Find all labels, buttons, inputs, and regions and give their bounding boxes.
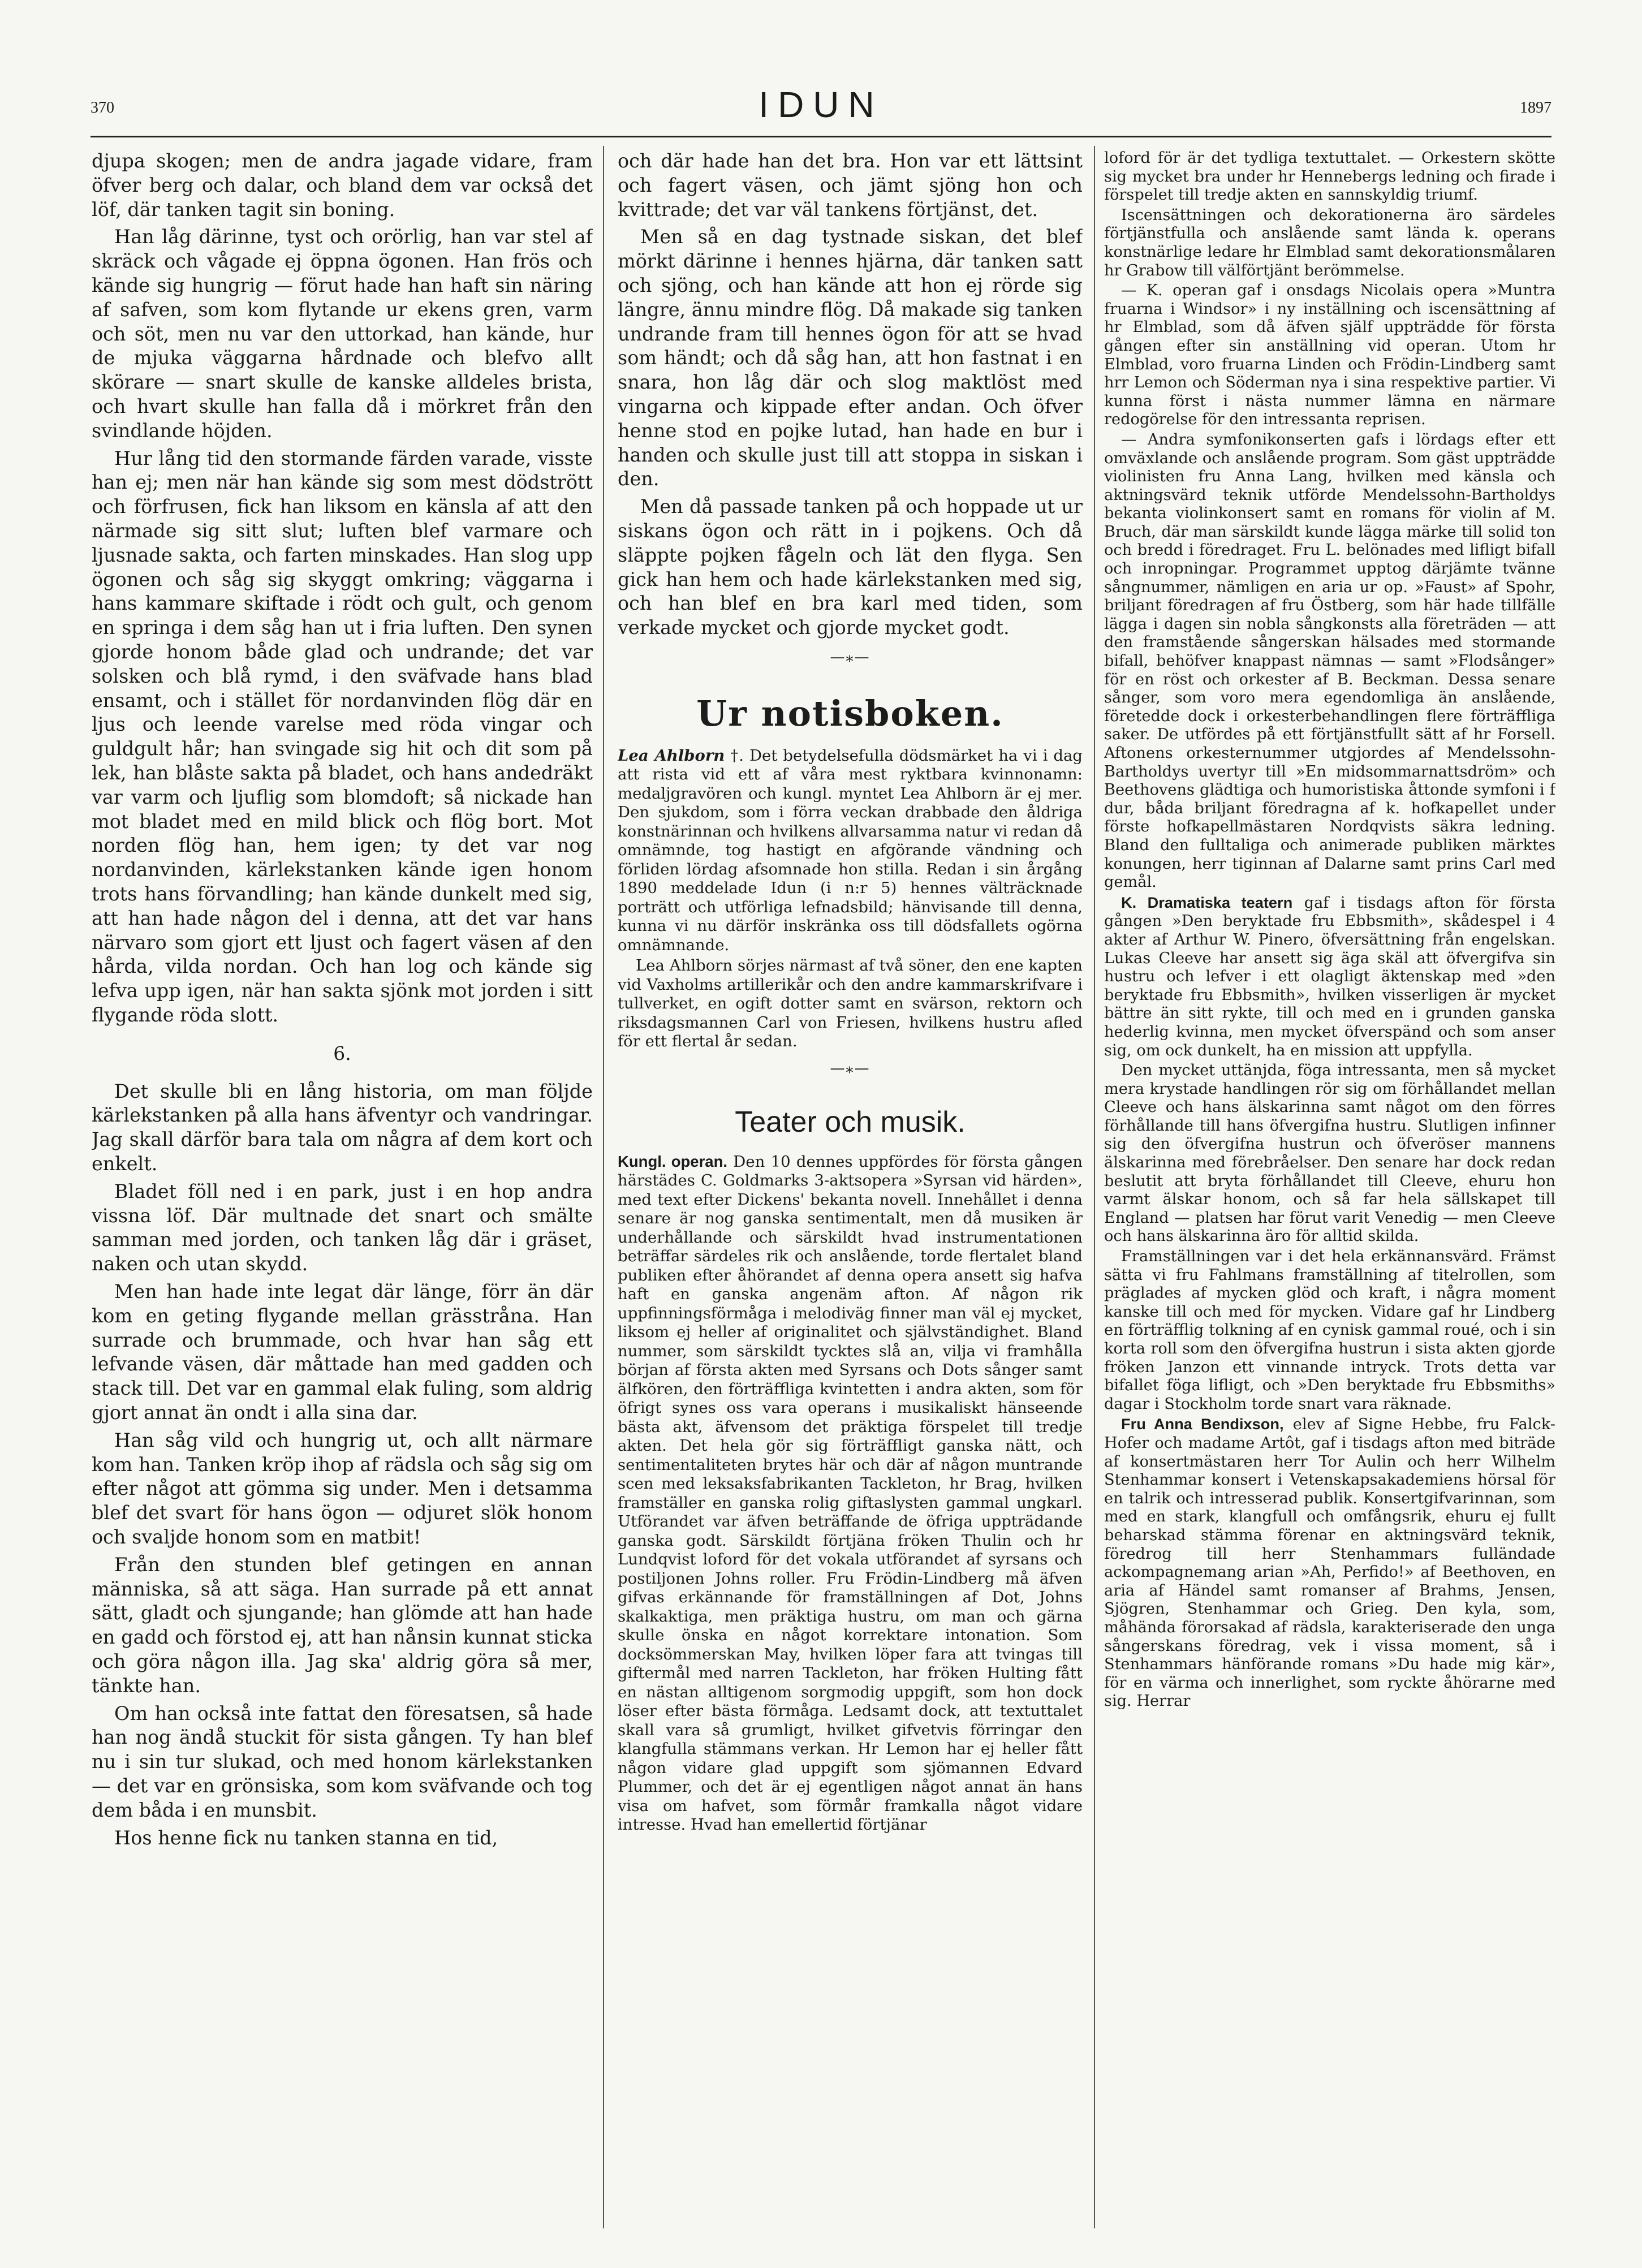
notis-title: Ur notisboken.: [696, 692, 1004, 734]
story-paragraph: Han såg vild och hungrig ut, och allt närmare kom han. Tanken kröp ihop af rädsla och såg sig om efter något att gömma sig under. Men i detsamma blef det svart för hans ögon — odjuret slök honom och svaljde honom som en matbit!: [92, 1429, 593, 1549]
story-paragraph: Han låg därinne, tyst och orörlig, han var stel af skräck och vågade ej öppna ögonen. Han frös och kände sig hungrig — förut hade han haft sin näring af safven, som kom flytande ur ekens gren, varm och söt, men nu var den uttorkad, han kände, hur de mjuka väggarna hårdnade och blefvo allt skörare — snart skulle de kanske alldeles brista, och hvart skulle han falla då i mörkret från den svindlande höjden.: [92, 226, 593, 442]
review-paragraph: Den mycket uttänjda, föga intressanta, men så mycket mera krystade handlingen rör sig om förhållandet mellan Cleeve och hans älskarinna samt något om den förres förhållande till hans öfvergifna hustru. Slutligen infinner sig den öfvergifna hustrun och öfveröser mannens älskarinna med förebråelser. Den senare har dock redan beslutit att bryta förhållandet till Cleeve, ehuru hon varmt älskar honom, och så far hela sällskapet till England — platsen har förut varit Venedig — men Cleeve och hans älskarinna äro för alltid skilda.: [1104, 1062, 1555, 1245]
story-paragraph: Det skulle bli en lång historia, om man följde kärlekstanken på alla hans äfventyr och vandringar. Jag skall därför bara tala om några af dem kort och enkelt.: [92, 1080, 593, 1175]
review-paragraph: Iscensättningen och dekorationerna äro särdeles förtjänstfulla och anslående samt lända k. operans konstnärlige ledare hr Elmblad samt dekorationsmålaren hr Grabow till välförtjänt berömmelse.: [1104, 206, 1555, 279]
review-paragraph: — K. operan gaf i onsdags Nicolais opera »Muntra fruarna i Windsor» i ny inställning och iscensättning af hr Elmblad, som då äfven själf uppträdde för första gången efter sin anställning vid operan. Utom hr Elmblad, voro fruarna Linden och Frödin-Lindberg samt hrr Lemon och Söderman nya i sina respektive partier. Vi kunna först i nästa nummer lämna en närmare redogörelse för den intressanta reprisen.: [1104, 282, 1555, 429]
issue-year: 1897: [1520, 99, 1552, 117]
story-paragraph: och där hade han det bra. Hon var ett lättsint och fagert väsen, och jämt sjöng hon och kvittrade; det var väl tankens förtjänst, det.: [618, 150, 1083, 221]
teater-lead: Kungl. operan.: [618, 1152, 728, 1170]
notis-paragraph: Lea Ahlborn sörjes närmast af två söner, den ene kapten vid Vaxholms artillerikår och den andre kammarskrifvare i tullverket, en ogift dotter samt en svärson, rektorn och riksdagsmannen Carl von Friesen, hvilkens hustru afled för ett flertal år sedan.: [618, 956, 1083, 1051]
section-ornament: —⁎—: [830, 1059, 870, 1077]
story-paragraph: Bladet föll ned i en park, just i en hop andra vissna löf. Där multnade det snart och smälte samman med jorden, och tanken låg där i gräset, naken och utan skydd.: [92, 1180, 593, 1275]
review-body: gaf i tisdags afton för första gången »Den beryktade fru Ebbsmith», skådespel i 4 akter af Arthur W. Pinero, öfversättning från engelskan. Lukas Cleeve har ansett sig äga skäl att öfvergifva sin hustru och lefver i ett olagligt äktenskap med »den beryktade fru Ebbsmith», hvilken visserligen är mycket bättre än sitt rykte, till och med en i grunden ganska hederlig kvinna, men mycket öfverspänd och som anser sig, om ock dunkelt, ha en mission att uppfylla.: [1104, 894, 1555, 1059]
review-body: elev af Signe Hebbe, fru Falck-Hofer och madame Artôt, gaf i tisdags afton med biträde af konsertmästaren herr Tor Aulin och herr Wilhelm Stenhammar konsert i Vetenskapsakademiens hörsal för en talrik och intresserad publik. Konsertgifvarinnan, som med en stark, klangfull och omfångsrik, ehuru ej fullt beharskad stämma förenar en aktningsvärd teknik, föredrog till herr Stenhammars fulländade ackompagnemang arian »Ah, Perfido!» af Beethoven, en aria af Händel samt romanser af Brahms, Jensen, Sjögren, Stenhammar och Grieg. Den kyla, som, måhända förorsakad af rädsla, karakteriserade den unga sångerskans föredrag, vek i vissa moment, så i Stenhammars hänförande romans »Du hade mig kär», för en värma och innerlighet, som ryckte åhörarne med sig. Herrar: [1104, 1416, 1555, 1710]
header-rule: [90, 136, 1552, 137]
notis-heading: [618, 691, 1083, 736]
review-paragraph: [1104, 1415, 1555, 1711]
review-paragraph: loford för är det tydliga textuttalet. — Orkestern skötte sig mycket bra under hr Hennebergs ledning och firade i förspelet till tredje akten en sannskyldig triumf.: [1104, 149, 1555, 204]
teater-title: Teater och musik.: [735, 1105, 966, 1139]
page-header: [90, 85, 1552, 124]
review-lead: K. Dramatiska teatern: [1121, 893, 1293, 911]
story-paragraph: Men då passade tanken på och hoppade ut ur siskans ögon och rätt in i pojkens. Och då släppte pojken fågeln och lät den flyga. Sen gick han hem och hade kärlekstanken med sig, och han blef en bra karl med tiden, som verkade mycket och gjorde mycket godt.: [618, 495, 1083, 639]
notis-lead-name: Lea Ahlborn: [618, 746, 725, 765]
notis-paragraph: [618, 747, 1083, 955]
teater-body: Den 10 dennes uppfördes för första gången härstädes C. Goldmarks 3-aktsopera »Syrsan vid härden», med text efter Dickens' bekanta novell. Innehållet i denna senare är nog ganska sentimentalt, men då musiken är underhållande och särskildt hvad instrumentationen beträffar särdeles rik och anslående, torde flertalet bland publiken efter åhörandet af denna opera ansett sig hafva haft en ganska angenäm afton. Af någon rik uppfinningsförmåga i melodiväg finner man väl ej mycket, liksom ej heller af originalitet och självständighet. Bland nummer, som särskildt tycktes slå an, vilja vi framhålla början af första akten med Syrsans och Dots sånger samt älfkören, den förträffliga kvintetten i andra akten, som för öfrigt synes oss vara operans i musikaliskt hänseende bästa akt, äfvensom det präktiga förspelet till tredje akten. Det hela gör sig förträffligt ganska nätt, och sentimentaliteten brytes här och där af någon muntrande scen med leksaksfabrikanten Tackleton, hr Brag, hvilken framställer en ganska rolig giftaslysten gammal ungkarl. Utförandet var äfven beträffande de öfriga uppträdande ganska godt. Särskildt förtjäna fröken Thulin och hr Lundqvist loford för det vokala utförandet af syrsans och postiljonen Johns roller. Fru Frödin-Lindberg må äfven gifvas erkännande för framställningen af Dot, Johns skalkaktiga, men präktiga hustru, om man och gärna skulle önska en något korrektare intonation. Som docksömmerskan May, hvilken löper fara att tvingas till giftermål med narren Tackleton, har fröken Hulting fått en nästan alltigenom sorgmodig uppgift, som hon dock löser efter bästa förmåga. Ledsamt dock, att textuttalet skall vara så grumligt, hvilket gifvetvis förringar den klangfulla stämmans verkan. Hr Lemon har ej heller fått någon vidare glad uppgift som sjömannen Edvard Plummer, och det är ej egentligen något annat än hans visa om hafvet, som förmår framkalla något vidare intresse. Hvad han emellertid förtjänar: [618, 1152, 1083, 1834]
story-paragraph: Men han hade inte legat där länge, förr än där kom en geting flygande mellan grässtråna. Han surrade och brummade, och hvar han såg ett lefvande väsen, där måttade han med gadden och stack till. Det var en gammal elak fuling, som aldrig gjort annat än ondt i alla sina dar.: [92, 1280, 593, 1424]
teater-paragraph: [618, 1152, 1083, 1835]
column-divider: [1094, 146, 1095, 2228]
page-number: 370: [90, 99, 114, 117]
story-paragraph: Om han också inte fattat den föresatsen, så hade han nog ändå stuckit för sista gången. Ty han blef nu i sin tur slukad, och med honom kärlekstanken — det var en grönsiska, som kom sväfvande och tog dem båda i en munsbit.: [92, 1702, 593, 1821]
story-paragraph: Från den stunden blef getingen en annan människa, så att säga. Han surrade på ett annat sätt, gladt och sjungande; han glömde att han hade en gadd och förstod ej, att han nånsin kunnat sticka och göra någon illa. Jag ska' aldrig göra så mer, tänkte han.: [92, 1553, 593, 1697]
story-paragraph: djupa skogen; men de andra jagade vidare, fram öfver berg och dalar, och bland dem var också det löf, där tanken tagit sin boning.: [92, 150, 593, 221]
section-number: 6.: [333, 1042, 351, 1064]
teater-heading: [618, 1102, 1083, 1142]
section-ornament: —⁎—: [830, 648, 870, 666]
story-paragraph: Hur lång tid den stormande färden varade, visste han ej; men när han kände sig som mest dödstrött och förfrusen, fick han liksom en känsla af att den närmade sig sitt slut; luften blef varmare och ljusnade sakta, och farten minskades. Han slog upp ögonen och såg sig skyggt omkring; väggarna i hans kammare skiftade i rödt och gult, och genom en springa i dem såg han ut i fria luften. Den synen gjorde honom både glad och undrande; det var solsken och blå rymd, i den sväfvade hans blad ensamt, och i stället för nordanvinden flög där en ljus och leende varelse med röda vingar och guldgult hår; han svingade sig hit och dit som på lek, han blåste sakta på bladet, och hans andedräkt var varm och ljuflig som blomdoft; så nickade han mot bladet med en mild blick och flög bort. Mot norden flög han, hem igen; ty det var nog nordanvinden, kärlekstanken kände igen honom trots hans förvandling; han kände dunkelt med sig, att han hade någon del i denna, att det var hans närvaro som gjort ett ljust och fagert väsen af den hårda, vilda nordan. Och han log och kände sig lefva upp igen, när han sakta sjönk mot jorden i sitt flygande röda slott.: [92, 447, 593, 1026]
story-paragraph: Men så en dag tystnade siskan, det blef mörkt därinne i hennes hjärna, där tanken satt och sjöng, och han kände att hon ej rörde sig längre, ännu mindre flög. Då makade sig tanken undrande fram till hennes ögon för att se hvad som händt; och då såg han, att hon fastnat i en snara, hon låg där och slog maktlöst med vingarna och kippade efter andan. Och öfver henne stod en pojke lutad, han hade en bur i handen och skulle just till att stoppa in siskan i den.: [618, 226, 1083, 490]
review-paragraph: [1104, 894, 1555, 1060]
masthead: IDUN: [758, 84, 884, 125]
column-middle: [618, 149, 1083, 2228]
story-ending: [618, 149, 1083, 640]
review-paragraph: Framställningen var i det hela erkännansvärd. Främst sätta vi fru Fahlmans framställning af titelrollen, som präglades af mycken glöd och kraft, i några moment kanske till och med för mycken. Vidare gaf hr Lindberg en förträfflig tolkning af en cynisk gammal roué, och i sin korta roll som den öfvergifna hustrun i sista akten gjorde fröken Janzon ett vinnande intryck. Trots detta var bifallet föga lifligt, och »Den beryktade fru Ebbsmiths» dagar i Stockholm torde snart vara räknade.: [1104, 1248, 1555, 1413]
story-paragraph: Hos henne fick nu tanken stanna en tid,: [114, 1826, 498, 1849]
column-divider: [603, 146, 604, 2228]
review-paragraph: — Andra symfonikonserten gafs i lördags efter ett omväxlande och anslående program. Som gäst uppträdde violinisten fru Anna Lang, hvilken med känsla och aktningsvärd teknik utförde Mendelssohn-Bartholdys bekanta violinkonsert samt en romans för violin af M. Bruch, där man särskildt kunde lägga märke till solid ton och bredd i föredraget. Fru L. belönades med lifligt bifall och inropningar. Programmet upptog därjämte tvänne sångnummer, nämligen en aria ur op. »Faust» af Spohr, briljant föredragen af fru Östberg, som här hade tillfälle lägga i dagen sin nobla sångkonsts alla företräden — att den framstående sångerskan hälsades med stormande bifall, behöfver knappast nämnas — samt »Flodsånger» för en röst och orkester af B. Beckman. Dessa senare sånger, som voro mera egendomliga än anslående, företedde dock i orkesterbehandlingen flere förträffliga saker. De utfördes på ett förtjänstfullt sätt af hr Forsell. Aftonens orkesternummer utgjordes af Mendelssohn-Bartholdys uvertyr till »En midsommarnattsdröm» och Beethovens glädtiga och humoristiska åttonde symfoni i f dur, båda briljant föredragna af k. hofkapellet under förste hofkapellmästaren Nordqvists säkra ledning. Bland den fulltaliga och animerade publiken märktes konungen, herr tiginnan af Dalarne samt prins Carl med gemål.: [1104, 430, 1555, 891]
notis-section: [618, 747, 1083, 1051]
notis-lead-mark: †.: [725, 746, 744, 765]
review-lead: Fru Anna Bendixson,: [1121, 1415, 1284, 1433]
notis-body: Det betydelsefulla dödsmärket ha vi i dag att rista vid ett af våra mest ryktbara kvinnonamn: medaljgravören och kungl. myntet Lea Ahlborn är ej mer. Den sjukdom, som i förra veckan drabbade den åldriga konstnärinnan och hvilkens allvarsamma natur vi redan då omnämnde, tog hastigt en afgörande vändning och förliden lördag afsomnade hon stilla. Redan i sin årgång 1890 meddelade Idun (i n:r 5) hennes välträcknade porträtt och utförliga lefnadsbild; hänvisande till denna, kunna vi nu därför inskränka oss till dödsfallets ogörna omnämnande.: [618, 746, 1083, 954]
column-reviews: [1104, 149, 1555, 2228]
teater-section: [618, 1152, 1083, 1835]
column-story: [92, 149, 593, 2228]
